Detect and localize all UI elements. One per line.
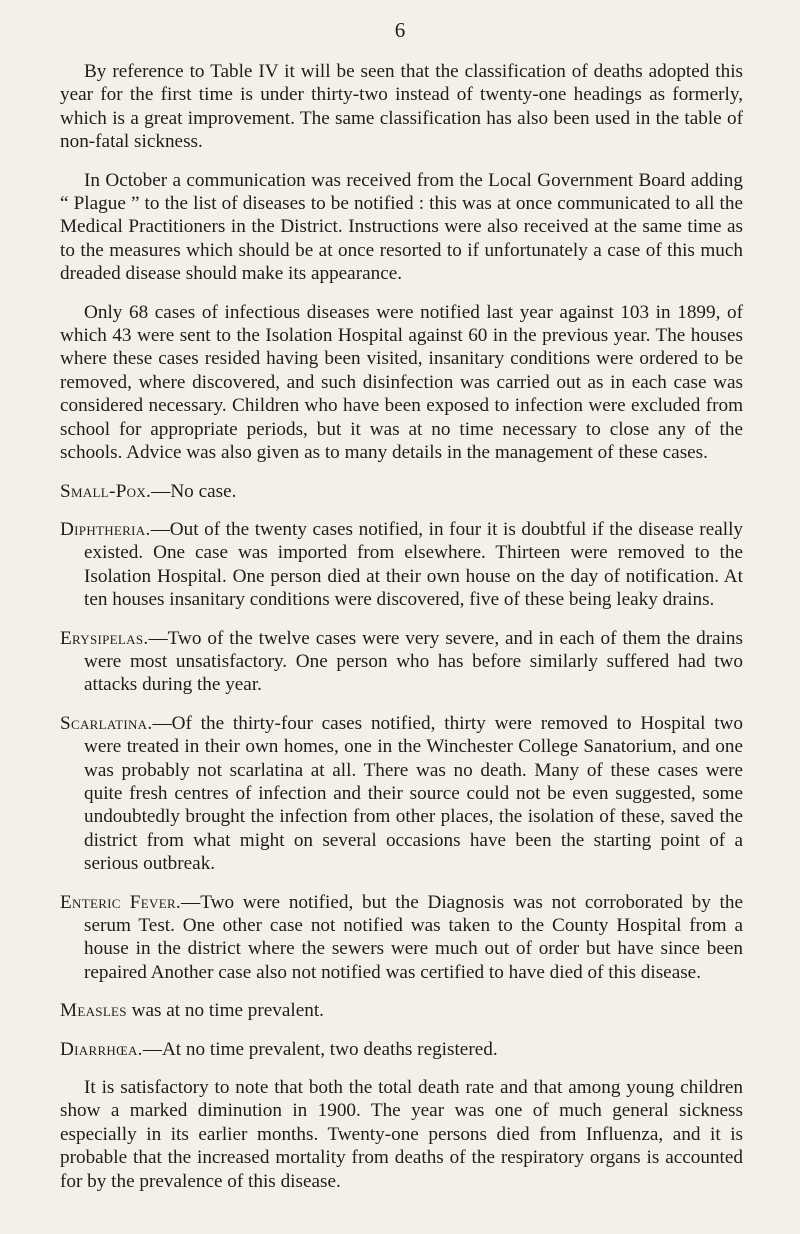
paragraph-closing: It is satisfactory to note that both the total death rate and that among young children show a marked diminution in 1900. The year was one of much general sickness especially in its earlier months. Twenty-one persons died from Influenza, and it is probable that the increased mortality from deaths of the respiratory organs is accounted for by the prevalence of this disease. (60, 1077, 743, 1192)
entry-text: was at no time prevalent. (126, 1000, 324, 1022)
entry-erysipelas (60, 627, 743, 697)
entry-title: Diphtheria. (60, 518, 151, 540)
entry-title: Diarrhœa. (60, 1038, 143, 1060)
entry-title: Scarlatina. (60, 712, 153, 734)
entry-text: —No case. (151, 480, 237, 502)
paragraph-classification: By reference to Table IV it will be seen that the classification of deaths adopted this year for the first time is under thirty-two instead of twenty-one headings as formerly, which is a great improvement. The same classification has also been used in the table of non-fatal sickness. (60, 61, 743, 153)
entry-diphtheria (60, 518, 743, 612)
entry-text: —Of the thirty-four cases notified, thirty were removed to Hospital two were treated in their own homes, one in the Winchester College Sanatorium, and one was probably not scarlatina at all. There was no death. Many of these cases were quite fresh centres of infection and their source could not be even suggested, some undoubtedly brought the infection from other places, the isolation of these, saved the district from what might on several occasions have been the starting point of a serious outbreak. (84, 712, 743, 875)
entry-title: Erysipelas. (60, 627, 149, 649)
paragraph-plague: In October a communication was received from the Local Government Board adding “ Plague ” to the list of diseases to be notified : this was at once communicated to all the Medical Practitioners in the District. Instructions were also received at the same time as to the measures which should be at once resorted to if unfortunately a case of this much dreaded disease should make its appearance. (60, 169, 743, 285)
entry-enteric-fever (60, 891, 743, 985)
entry-text: —Two of the twelve cases were very severe, and in each of them the drains were most unsatisfactory. One person who has before similarly suffered had two attacks during the year. (84, 627, 743, 696)
entry-text: —At no time prevalent, two deaths registered. (142, 1038, 498, 1060)
entry-small-pox (60, 480, 743, 503)
entry-measles (60, 999, 743, 1022)
entry-scarlatina (60, 712, 743, 876)
page-number: 6 (394, 18, 406, 42)
entry-text: —Out of the twenty cases notified, in four it is doubtful if the disease really existed. One case was imported from elsewhere. Thirteen were removed to the Isolation Hospital. One person died at their own house on the day of notification. At ten houses insanitary conditions were discovered, five of these being leaky drains. (84, 518, 743, 611)
paragraph-infectious-diseases: Only 68 cases of infectious diseases were notified last year against 103 in 1899, of which 43 were sent to the Isolation Hospital against 60 in the previous year. The houses where these cases resided having been visited, insanitary conditions were ordered to be removed, where discovered, and such disinfection was carried out as in each case was considered necessary. Children who have been exposed to infection were excluded from school for appropriate periods, but it was at no time necessary to close any of the schools. Advice was also given as to many details in the management of these cases. (60, 301, 743, 464)
entry-text: —Two were notified, but the Diagnosis was not corroborated by the serum Test. One other case not notified was taken to the County Hospital from a house in the district where the sewers were much out of order but have since been repaired Another case also not notified was certified to have died of this disease. (84, 891, 743, 983)
entry-diarrhoea (60, 1038, 743, 1061)
entry-title: Measles (60, 1000, 127, 1022)
report-body (60, 60, 743, 1193)
entry-title: Enteric Fever. (60, 891, 182, 913)
entry-title: Small-Pox. (60, 480, 152, 502)
